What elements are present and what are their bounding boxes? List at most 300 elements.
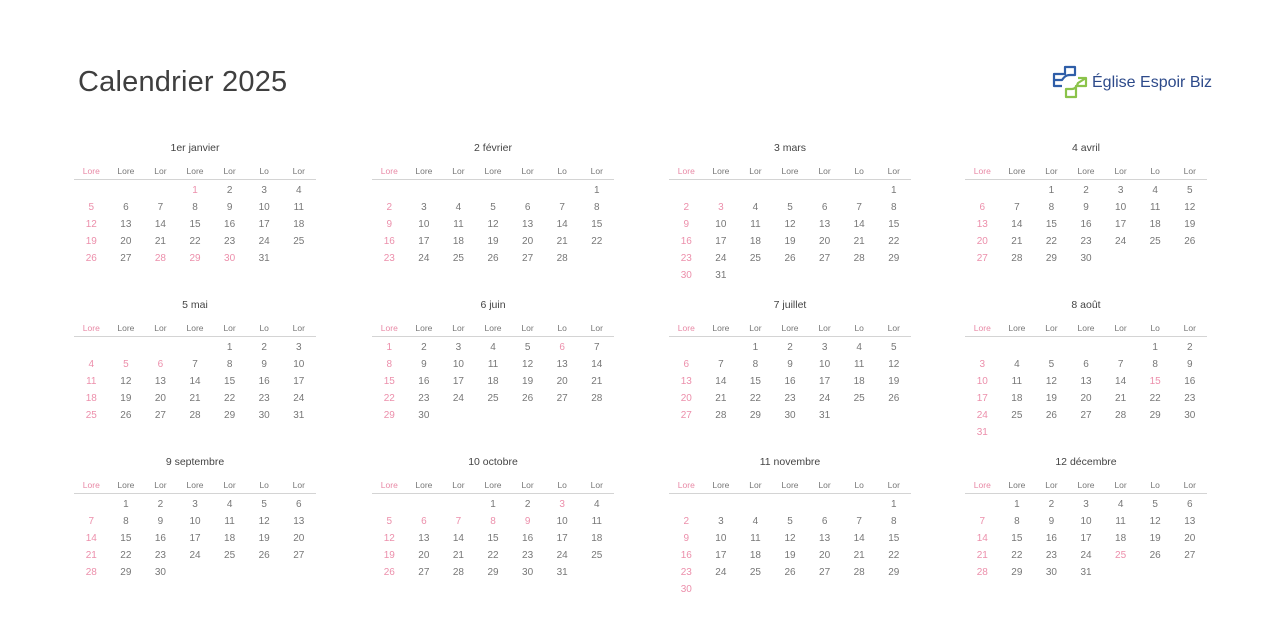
day-cell: 27 xyxy=(819,567,831,578)
day-cell: 24 xyxy=(418,253,430,264)
month-block xyxy=(965,297,1207,441)
day-cell: 22 xyxy=(120,550,132,561)
day-cell: 16 xyxy=(522,533,534,544)
day-cell: 14 xyxy=(853,533,865,544)
weekday-label: Lor xyxy=(1183,480,1196,490)
day-cell: 5 xyxy=(787,202,793,213)
day-cell: 13 xyxy=(680,376,692,387)
day-cell: 17 xyxy=(715,550,727,561)
weekday-label: Lore xyxy=(712,480,730,490)
weekday-label: Lore xyxy=(117,323,135,333)
week-row xyxy=(372,373,614,390)
day-cell: 3 xyxy=(455,342,462,353)
day-cell: 27 xyxy=(556,393,568,404)
week-row xyxy=(74,496,316,513)
day-cell: 2 xyxy=(683,516,690,527)
day-cell: 29 xyxy=(120,567,132,578)
week-row xyxy=(965,199,1207,216)
weekday-label: Lor xyxy=(154,166,167,176)
day-cell: 4 xyxy=(226,499,233,510)
day-cell: 9 xyxy=(1083,202,1089,213)
day-cell: 10 xyxy=(1080,516,1092,527)
month-block xyxy=(74,454,316,581)
day-cell: 23 xyxy=(1045,550,1057,561)
day-cell: 10 xyxy=(189,516,201,527)
week-row xyxy=(669,496,911,513)
weekday-label: Lor xyxy=(521,480,534,490)
week-row xyxy=(669,267,911,284)
week-row xyxy=(669,564,911,581)
weekday-header xyxy=(965,162,1207,180)
weekday-label: Lore xyxy=(380,323,398,333)
day-cell: 2 xyxy=(157,499,164,510)
day-cell: 15 xyxy=(1011,533,1023,544)
day-cell: 28 xyxy=(154,253,166,264)
day-cell: 27 xyxy=(154,410,166,421)
weekday-label: Lore xyxy=(781,166,799,176)
day-cell: 30 xyxy=(522,567,534,578)
week-row xyxy=(372,564,614,581)
day-cell: 5 xyxy=(787,516,793,527)
day-cell: 8 xyxy=(123,516,129,527)
day-cell: 7 xyxy=(157,202,164,213)
day-cell: 28 xyxy=(853,567,865,578)
weekday-label: Lore xyxy=(677,480,695,490)
day-cell: 26 xyxy=(1045,410,1057,421)
weekday-header xyxy=(372,162,614,180)
weekday-label: Lor xyxy=(154,323,167,333)
day-cell: 6 xyxy=(157,359,164,370)
day-cell: 24 xyxy=(715,253,727,264)
weekday-label: Lore xyxy=(380,166,398,176)
day-cell: 25 xyxy=(487,393,499,404)
day-cell: 3 xyxy=(718,516,724,527)
day-cell: 19 xyxy=(522,376,534,387)
month-title: 12 décembre xyxy=(1055,456,1117,468)
month-title: 3 mars xyxy=(773,142,807,154)
day-cell: 19 xyxy=(1045,393,1057,404)
month-block xyxy=(669,454,911,598)
day-cell: 29 xyxy=(189,253,201,264)
day-cell: 5 xyxy=(88,202,95,213)
week-row xyxy=(669,513,911,530)
day-cell: 23 xyxy=(1184,393,1196,404)
day-cell: 21 xyxy=(1011,236,1023,247)
day-cell: 6 xyxy=(821,516,828,527)
weekday-label: Lore xyxy=(1008,480,1026,490)
day-cell: 23 xyxy=(680,253,692,264)
day-cell: 4 xyxy=(593,499,600,510)
weekday-label: Lore xyxy=(484,480,502,490)
week-row xyxy=(965,547,1207,564)
calendar-grid xyxy=(74,140,1210,610)
day-cell: 20 xyxy=(976,236,988,247)
day-cell: 20 xyxy=(819,236,831,247)
day-cell: 24 xyxy=(258,236,270,247)
day-cell: 17 xyxy=(1115,219,1127,230)
day-cell: 22 xyxy=(591,236,603,247)
weekday-label: Lore xyxy=(973,480,991,490)
month-block xyxy=(74,297,316,424)
day-cell: 21 xyxy=(85,550,97,561)
weekday-label: Lor xyxy=(1045,480,1058,490)
day-cell: 4 xyxy=(88,359,95,370)
day-cell: 15 xyxy=(224,376,236,387)
day-cell: 9 xyxy=(683,533,690,544)
day-cell: 30 xyxy=(154,567,166,578)
weekday-label: Lo xyxy=(259,323,269,333)
weekday-label: Lore xyxy=(973,166,991,176)
day-cell: 1 xyxy=(1014,499,1020,510)
week-row xyxy=(965,216,1207,233)
day-cell: 8 xyxy=(890,516,897,527)
week-row xyxy=(669,250,911,267)
week-row xyxy=(74,356,316,373)
day-cell: 25 xyxy=(452,253,464,264)
day-cell: 8 xyxy=(890,202,897,213)
weekday-label: Lor xyxy=(749,166,762,176)
day-cell: 18 xyxy=(452,236,464,247)
weekday-label: Lor xyxy=(521,323,534,333)
day-cell: 22 xyxy=(1045,236,1057,247)
weekday-label: Lor xyxy=(749,480,762,490)
weekday-label: Lor xyxy=(887,323,900,333)
day-cell: 18 xyxy=(591,533,603,544)
weekday-label: Lor xyxy=(223,480,236,490)
day-cell: 21 xyxy=(853,236,865,247)
month-block xyxy=(669,140,911,284)
day-cell: 14 xyxy=(154,219,166,230)
weekday-label: Lore xyxy=(1077,166,1095,176)
day-cell: 28 xyxy=(1011,253,1023,264)
day-cell: 17 xyxy=(293,376,305,387)
weekday-label: Lor xyxy=(818,323,831,333)
week-row xyxy=(74,339,316,356)
day-cell: 12 xyxy=(383,533,395,544)
day-cell: 22 xyxy=(888,550,900,561)
day-cell: 16 xyxy=(383,236,395,247)
day-cell: 16 xyxy=(418,376,430,387)
day-cell: 27 xyxy=(418,567,430,578)
day-cell: 16 xyxy=(784,376,796,387)
weekday-label: Lor xyxy=(818,480,831,490)
day-cell: 24 xyxy=(293,393,305,404)
day-cell: 20 xyxy=(556,376,568,387)
day-cell: 1 xyxy=(890,499,897,510)
week-row xyxy=(372,547,614,564)
weekday-header xyxy=(74,162,316,180)
day-cell: 7 xyxy=(718,359,724,370)
weekday-label: Lore xyxy=(1077,323,1095,333)
week-row xyxy=(74,513,316,530)
day-cell: 1 xyxy=(752,342,759,353)
day-cell: 21 xyxy=(976,550,988,561)
day-cell: 18 xyxy=(85,393,97,404)
day-cell: 14 xyxy=(591,359,603,370)
month-block xyxy=(965,140,1207,267)
weekday-label: Lor xyxy=(452,480,465,490)
day-cell: 3 xyxy=(261,185,267,196)
day-cell: 18 xyxy=(293,219,305,230)
day-cell: 12 xyxy=(1184,202,1196,213)
week-row xyxy=(372,250,614,267)
day-cell: 18 xyxy=(1149,219,1161,230)
weekday-label: Lore xyxy=(186,166,204,176)
day-cell: 5 xyxy=(123,359,129,370)
weekday-label: Lor xyxy=(452,166,465,176)
day-cell: 13 xyxy=(418,533,430,544)
day-cell: 25 xyxy=(1011,410,1023,421)
weekday-label: Lore xyxy=(712,323,730,333)
week-row xyxy=(372,182,614,199)
weekday-header xyxy=(669,162,911,180)
day-cell: 10 xyxy=(293,359,305,370)
day-cell: 20 xyxy=(418,550,430,561)
day-cell: 22 xyxy=(1149,393,1161,404)
weekday-label: Lore xyxy=(1008,323,1026,333)
day-cell: 14 xyxy=(452,533,464,544)
day-cell: 14 xyxy=(189,376,201,387)
month-title: 11 novembre xyxy=(759,456,821,468)
day-cell: 6 xyxy=(559,342,565,353)
day-cell: 9 xyxy=(226,202,233,213)
month-block xyxy=(372,297,614,424)
day-cell: 20 xyxy=(293,533,305,544)
day-cell: 10 xyxy=(1115,202,1127,213)
day-cell: 8 xyxy=(226,359,233,370)
day-cell: 20 xyxy=(1080,393,1092,404)
day-cell: 5 xyxy=(261,499,267,510)
week-row xyxy=(669,339,911,356)
day-cell: 18 xyxy=(1011,393,1023,404)
day-cell: 4 xyxy=(752,516,759,527)
day-cell: 16 xyxy=(154,533,166,544)
day-cell: 16 xyxy=(1080,219,1092,230)
week-row xyxy=(372,513,614,530)
day-cell: 13 xyxy=(522,219,534,230)
day-cell: 27 xyxy=(976,253,988,264)
day-cell: 13 xyxy=(293,516,305,527)
week-row xyxy=(74,216,316,233)
day-cell: 10 xyxy=(452,359,464,370)
day-cell: 3 xyxy=(1117,185,1124,196)
day-cell: 6 xyxy=(683,359,690,370)
weekday-label: Lore xyxy=(781,480,799,490)
day-cell: 25 xyxy=(293,236,305,247)
week-row xyxy=(965,339,1207,356)
day-cell: 1 xyxy=(890,185,897,196)
day-cell: 20 xyxy=(819,550,831,561)
day-cell: 26 xyxy=(383,567,395,578)
day-cell: 4 xyxy=(856,342,862,353)
day-cell: 30 xyxy=(418,410,430,421)
day-cell: 7 xyxy=(559,202,565,213)
day-cell: 2 xyxy=(386,202,393,213)
day-cell: 12 xyxy=(522,359,534,370)
week-row xyxy=(669,373,911,390)
weekday-header xyxy=(372,319,614,337)
day-cell: 22 xyxy=(224,393,236,404)
day-cell: 18 xyxy=(749,236,761,247)
week-row xyxy=(965,373,1207,390)
day-cell: 12 xyxy=(888,359,900,370)
day-cell: 16 xyxy=(1045,533,1057,544)
weekday-label: Lore xyxy=(82,323,100,333)
week-row xyxy=(372,199,614,216)
day-cell: 10 xyxy=(556,516,568,527)
day-cell: 5 xyxy=(386,516,393,527)
day-cell: 14 xyxy=(556,219,568,230)
day-cell: 12 xyxy=(784,533,796,544)
month-block xyxy=(74,140,316,267)
day-cell: 26 xyxy=(888,393,900,404)
day-cell: 17 xyxy=(715,236,727,247)
month-block xyxy=(372,140,614,267)
day-cell: 11 xyxy=(1115,516,1126,527)
day-cell: 19 xyxy=(888,376,900,387)
weekday-label: Lore xyxy=(380,480,398,490)
day-cell: 27 xyxy=(1184,550,1196,561)
day-cell: 20 xyxy=(680,393,692,404)
month-block xyxy=(669,297,911,424)
day-cell: 31 xyxy=(293,410,305,421)
weekday-label: Lore xyxy=(973,323,991,333)
weekday-header xyxy=(669,476,911,494)
day-cell: 27 xyxy=(1080,410,1092,421)
weekday-header xyxy=(372,476,614,494)
day-cell: 29 xyxy=(749,410,761,421)
day-cell: 6 xyxy=(524,202,531,213)
day-cell: 29 xyxy=(1149,410,1161,421)
day-cell: 9 xyxy=(421,359,427,370)
day-cell: 13 xyxy=(1080,376,1092,387)
day-cell: 3 xyxy=(295,342,302,353)
day-cell: 11 xyxy=(1149,202,1161,213)
day-cell: 1 xyxy=(1048,185,1055,196)
day-cell: 23 xyxy=(522,550,534,561)
day-cell: 15 xyxy=(888,533,900,544)
week-row xyxy=(372,390,614,407)
week-row xyxy=(74,547,316,564)
day-cell: 20 xyxy=(522,236,534,247)
day-cell: 14 xyxy=(85,533,97,544)
day-cell: 6 xyxy=(1083,359,1089,370)
day-cell: 1 xyxy=(593,185,600,196)
day-cell: 25 xyxy=(749,567,761,578)
weekday-label: Lor xyxy=(1183,166,1196,176)
weekday-label: Lor xyxy=(292,166,305,176)
weekday-label: Lore xyxy=(82,166,100,176)
day-cell: 28 xyxy=(1115,410,1127,421)
week-row xyxy=(74,407,316,424)
day-cell: 27 xyxy=(819,253,831,264)
weekday-label: Lor xyxy=(1045,166,1058,176)
weekday-label: Lor xyxy=(223,166,236,176)
weekday-label: Lo xyxy=(259,480,269,490)
day-cell: 28 xyxy=(591,393,603,404)
week-row xyxy=(372,356,614,373)
week-row xyxy=(965,250,1207,267)
day-cell: 24 xyxy=(1080,550,1092,561)
cross-logo-icon xyxy=(1051,64,1089,102)
day-cell: 17 xyxy=(819,376,831,387)
day-cell: 25 xyxy=(1149,236,1161,247)
day-cell: 2 xyxy=(1083,185,1089,196)
weekday-label: Lor xyxy=(590,480,603,490)
day-cell: 9 xyxy=(524,516,531,527)
day-cell: 30 xyxy=(224,253,236,264)
weekday-label: Lor xyxy=(154,480,167,490)
day-cell: 1 xyxy=(123,499,129,510)
day-cell: 13 xyxy=(120,219,132,230)
day-cell: 31 xyxy=(976,427,988,438)
day-cell: 2 xyxy=(787,342,793,353)
day-cell: 18 xyxy=(224,533,236,544)
week-row xyxy=(965,233,1207,250)
month-title: 4 avril xyxy=(1071,142,1100,154)
day-cell: 16 xyxy=(680,236,692,247)
day-cell: 14 xyxy=(715,376,727,387)
month-title: 8 août xyxy=(1071,299,1101,311)
day-cell: 22 xyxy=(888,236,900,247)
day-cell: 11 xyxy=(487,359,499,370)
day-cell: 5 xyxy=(1048,359,1055,370)
day-cell: 2 xyxy=(524,499,531,510)
day-cell: 11 xyxy=(453,219,464,230)
day-cell: 4 xyxy=(490,342,496,353)
week-row xyxy=(965,424,1207,441)
week-row xyxy=(965,564,1207,581)
day-cell: 4 xyxy=(752,202,759,213)
page-title: Calendrier 2025 xyxy=(78,66,288,98)
weekday-label: Lo xyxy=(1150,323,1160,333)
day-cell: 7 xyxy=(88,516,95,527)
week-row xyxy=(965,407,1207,424)
day-cell: 11 xyxy=(293,202,304,213)
day-cell: 3 xyxy=(1083,499,1089,510)
weekday-label: Lor xyxy=(590,323,603,333)
day-cell: 28 xyxy=(976,567,988,578)
day-cell: 19 xyxy=(1184,219,1196,230)
day-cell: 24 xyxy=(819,393,831,404)
day-cell: 14 xyxy=(853,219,865,230)
day-cell: 31 xyxy=(1080,567,1092,578)
day-cell: 26 xyxy=(487,253,499,264)
day-cell: 15 xyxy=(1149,376,1161,387)
week-row xyxy=(74,390,316,407)
day-cell: 10 xyxy=(258,202,270,213)
month-block xyxy=(965,454,1207,581)
day-cell: 24 xyxy=(189,550,201,561)
day-cell: 17 xyxy=(418,236,430,247)
day-cell: 15 xyxy=(888,219,900,230)
day-cell: 15 xyxy=(487,533,499,544)
week-row xyxy=(372,530,614,547)
day-cell: 22 xyxy=(487,550,499,561)
day-cell: 21 xyxy=(1115,393,1127,404)
day-cell: 29 xyxy=(1011,567,1023,578)
weekday-label: Lo xyxy=(854,480,864,490)
weekday-label: Lor xyxy=(223,323,236,333)
weekday-label: Lore xyxy=(712,166,730,176)
weekday-label: Lo xyxy=(259,166,269,176)
week-row xyxy=(372,496,614,513)
weekday-label: Lore xyxy=(82,480,100,490)
day-cell: 17 xyxy=(556,533,568,544)
weekday-header xyxy=(965,476,1207,494)
day-cell: 26 xyxy=(1149,550,1161,561)
day-cell: 12 xyxy=(120,376,132,387)
